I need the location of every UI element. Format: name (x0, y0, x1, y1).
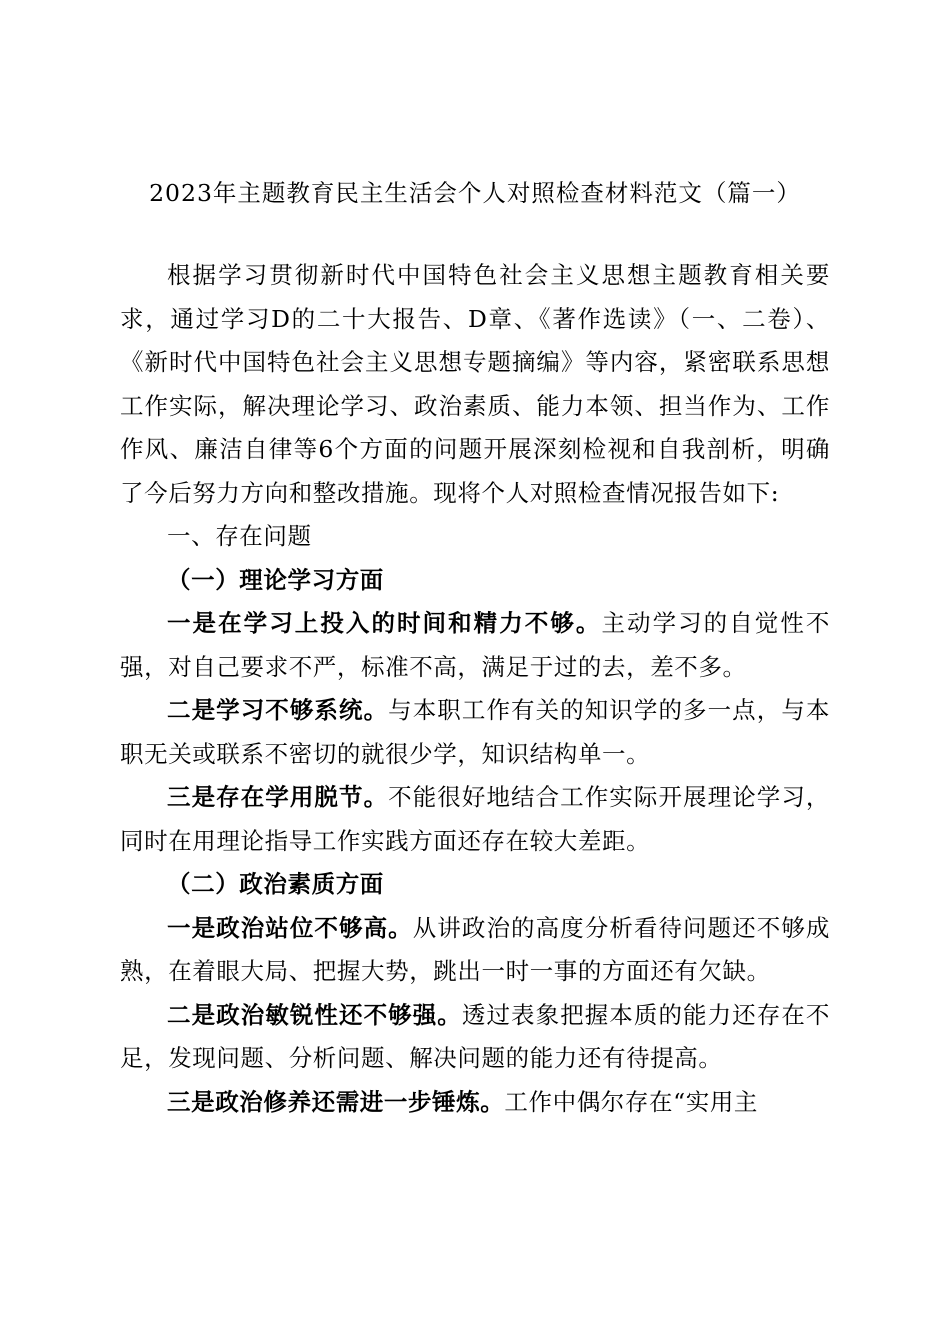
item-lead: 三是存在学用脱节。 (167, 783, 389, 811)
document-body (120, 254, 830, 1124)
item-text: 不能很好地结合工作实际开展理论学习，同时在用理论指导工作实践方面还存在较大差距。 (120, 783, 830, 855)
list-item (120, 776, 830, 863)
item-lead: 二是政治敏锐性还不够强。 (167, 1000, 462, 1029)
item-text: 工作中偶尔存在“实用主 (504, 1087, 759, 1116)
list-item (120, 602, 830, 689)
list-item (120, 994, 830, 1081)
item-text: 与本职工作有关的知识学的多一点，与本职无关或联系不密切的就很少学，知识结构单一。 (120, 696, 830, 768)
subsection-heading-theory: （一）理论学习方面 (167, 565, 384, 594)
list-item (120, 689, 830, 776)
list-item (120, 907, 830, 994)
item-lead: 二是学习不够系统。 (167, 696, 389, 724)
subsection-heading-politics: （二）政治素质方面 (167, 870, 384, 898)
intro-paragraph: 根据学习贯彻新时代中国特色社会主义思想主题教育相关要求，通过学习D的二十大报告、D章、《著作选读》（一、二卷）、《新时代中国特色社会主义思想专题摘编》等内容，紧密联系思想工作实际，解决理论学习、政治素质、能力本领、担当作为、工作作风、廉洁自律等6个方面的问题开展深刻检视和自我剖析，明确了今后努力方向和整改措施。现将个人对照检查情况报告如下: (120, 261, 830, 507)
item-lead: 一是政治站位不够高。 (167, 913, 413, 942)
item-text: 从讲政治的高度分析看待问题还不够成熟，在着眼大局、把握大势，跳出一时一事的方面还有欠缺。 (120, 913, 831, 985)
item-lead: 三是政治修养还需进一步锤炼。 (167, 1087, 505, 1116)
document-title: 2023年主题教育民主生活会个人对照检查材料范文（篇一） (149, 179, 801, 207)
section-heading-problems: 一、存在问题 (167, 522, 312, 550)
item-lead: 一是在学习上投入的时间和精力不够。 (167, 609, 602, 637)
item-text: 主动学习的自觉性不强，对自己要求不严，标准不高，满足于过的去，差不多。 (120, 609, 830, 681)
item-text: 透过表象把握本质的能力还存在不足，发现问题、分析问题、解决问题的能力还有待提高。 (120, 1000, 830, 1072)
list-item (120, 1081, 830, 1125)
